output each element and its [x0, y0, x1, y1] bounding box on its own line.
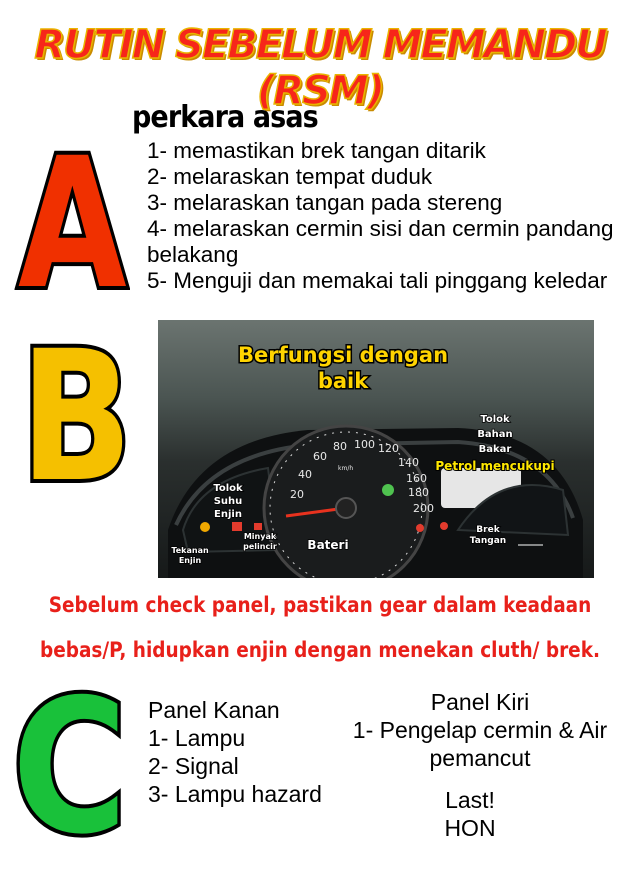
left-panel-list — [320, 688, 640, 772]
speedo-tick-label: 40 — [298, 468, 312, 481]
list-item: 3- melaraskan tangan pada stereng — [147, 190, 503, 215]
right-panel-title: Panel Kanan — [148, 697, 280, 723]
left-panel-item-1: 1- Pengelap cermin & Air — [352, 717, 608, 743]
brake-label-1: Brek — [476, 525, 500, 535]
fuel-ok-label: Petrol mencukupi — [435, 459, 555, 473]
oil-label-2: pelincir — [243, 542, 277, 551]
section-c-letter: C — [12, 659, 128, 875]
battery-label: Bateri — [307, 538, 349, 552]
list-item: 2- Signal — [148, 753, 239, 779]
handbrake-warning-icon — [416, 524, 424, 532]
list-item: 5- Menguji dan memakai tali pinggang keledar — [147, 268, 608, 293]
brake-label-2: Tangan — [469, 536, 507, 546]
speedo-tick-label: 160 — [406, 472, 427, 485]
section-b-letter: B — [20, 313, 133, 522]
pressure-label-1: Tekanan — [171, 546, 209, 555]
last-label: Last! — [445, 787, 495, 813]
speedo-tick-label: 60 — [313, 450, 327, 463]
last-step — [320, 786, 620, 842]
oil-warning-icon — [232, 522, 242, 531]
list-item: 3- Lampu hazard — [148, 781, 322, 807]
overlay-title-line-1: Berfungsi dengan — [237, 343, 449, 367]
overlay-title-line-2: baik — [317, 369, 369, 393]
battery-warning-icon — [254, 523, 262, 530]
engine-oil-pressure-icon — [200, 522, 210, 532]
page-title: RUTIN SEBELUM MEMANDU (RSM) — [34, 22, 606, 114]
temp-gauge-label-2: Suhu — [213, 496, 243, 507]
speedo-tick-label: 200 — [413, 502, 434, 515]
speedo-tick-label: 180 — [408, 486, 429, 499]
temp-gauge-label-3: Enjin — [214, 509, 242, 520]
pressure-label-2: Enjin — [178, 556, 202, 565]
handbrake-icon — [440, 522, 448, 530]
fuel-gauge-label-2: Bahan — [477, 429, 513, 440]
speedo-tick-label: 20 — [290, 488, 304, 501]
section-a-list — [147, 138, 637, 294]
list-item: 4- melaraskan cermin sisi dan cermin pandang belakang — [147, 216, 614, 267]
fuel-gauge-label-3: Bakar — [478, 444, 512, 455]
temp-gauge-label-1: Tolok — [213, 483, 243, 494]
note-line-1: Sebelum check panel, pastikan gear dalam keadaan — [48, 593, 592, 617]
left-panel-item-2: pemancut — [429, 745, 531, 771]
indicator-icon — [382, 484, 394, 496]
speedo-tick-label: 140 — [398, 456, 419, 469]
right-panel-list — [148, 696, 322, 808]
dashboard-photo — [158, 320, 594, 578]
speedo-tick-label: 100 — [354, 438, 375, 451]
list-item: 2- melaraskan tempat duduk — [147, 164, 433, 189]
speedo-tick-label: 80 — [333, 440, 347, 453]
speedometer-hub — [336, 498, 356, 518]
horn-label: HON — [444, 815, 496, 841]
section-a-letter: A — [18, 120, 127, 329]
left-panel-title: Panel Kiri — [430, 689, 530, 715]
note-line-2: bebas/P, hidupkan enjin dengan menekan cluth/ brek. — [39, 638, 601, 662]
section-a-heading: perkara asas — [132, 100, 318, 135]
speedo-unit: km/h — [338, 465, 354, 472]
list-item: 1- memastikan brek tangan ditarik — [147, 138, 486, 163]
fuel-gauge-label-1: Tolok — [480, 414, 510, 425]
speedo-tick-label: 120 — [378, 442, 399, 455]
oil-label-1: Minyak — [243, 532, 277, 541]
list-item: 1- Lampu — [148, 725, 246, 751]
